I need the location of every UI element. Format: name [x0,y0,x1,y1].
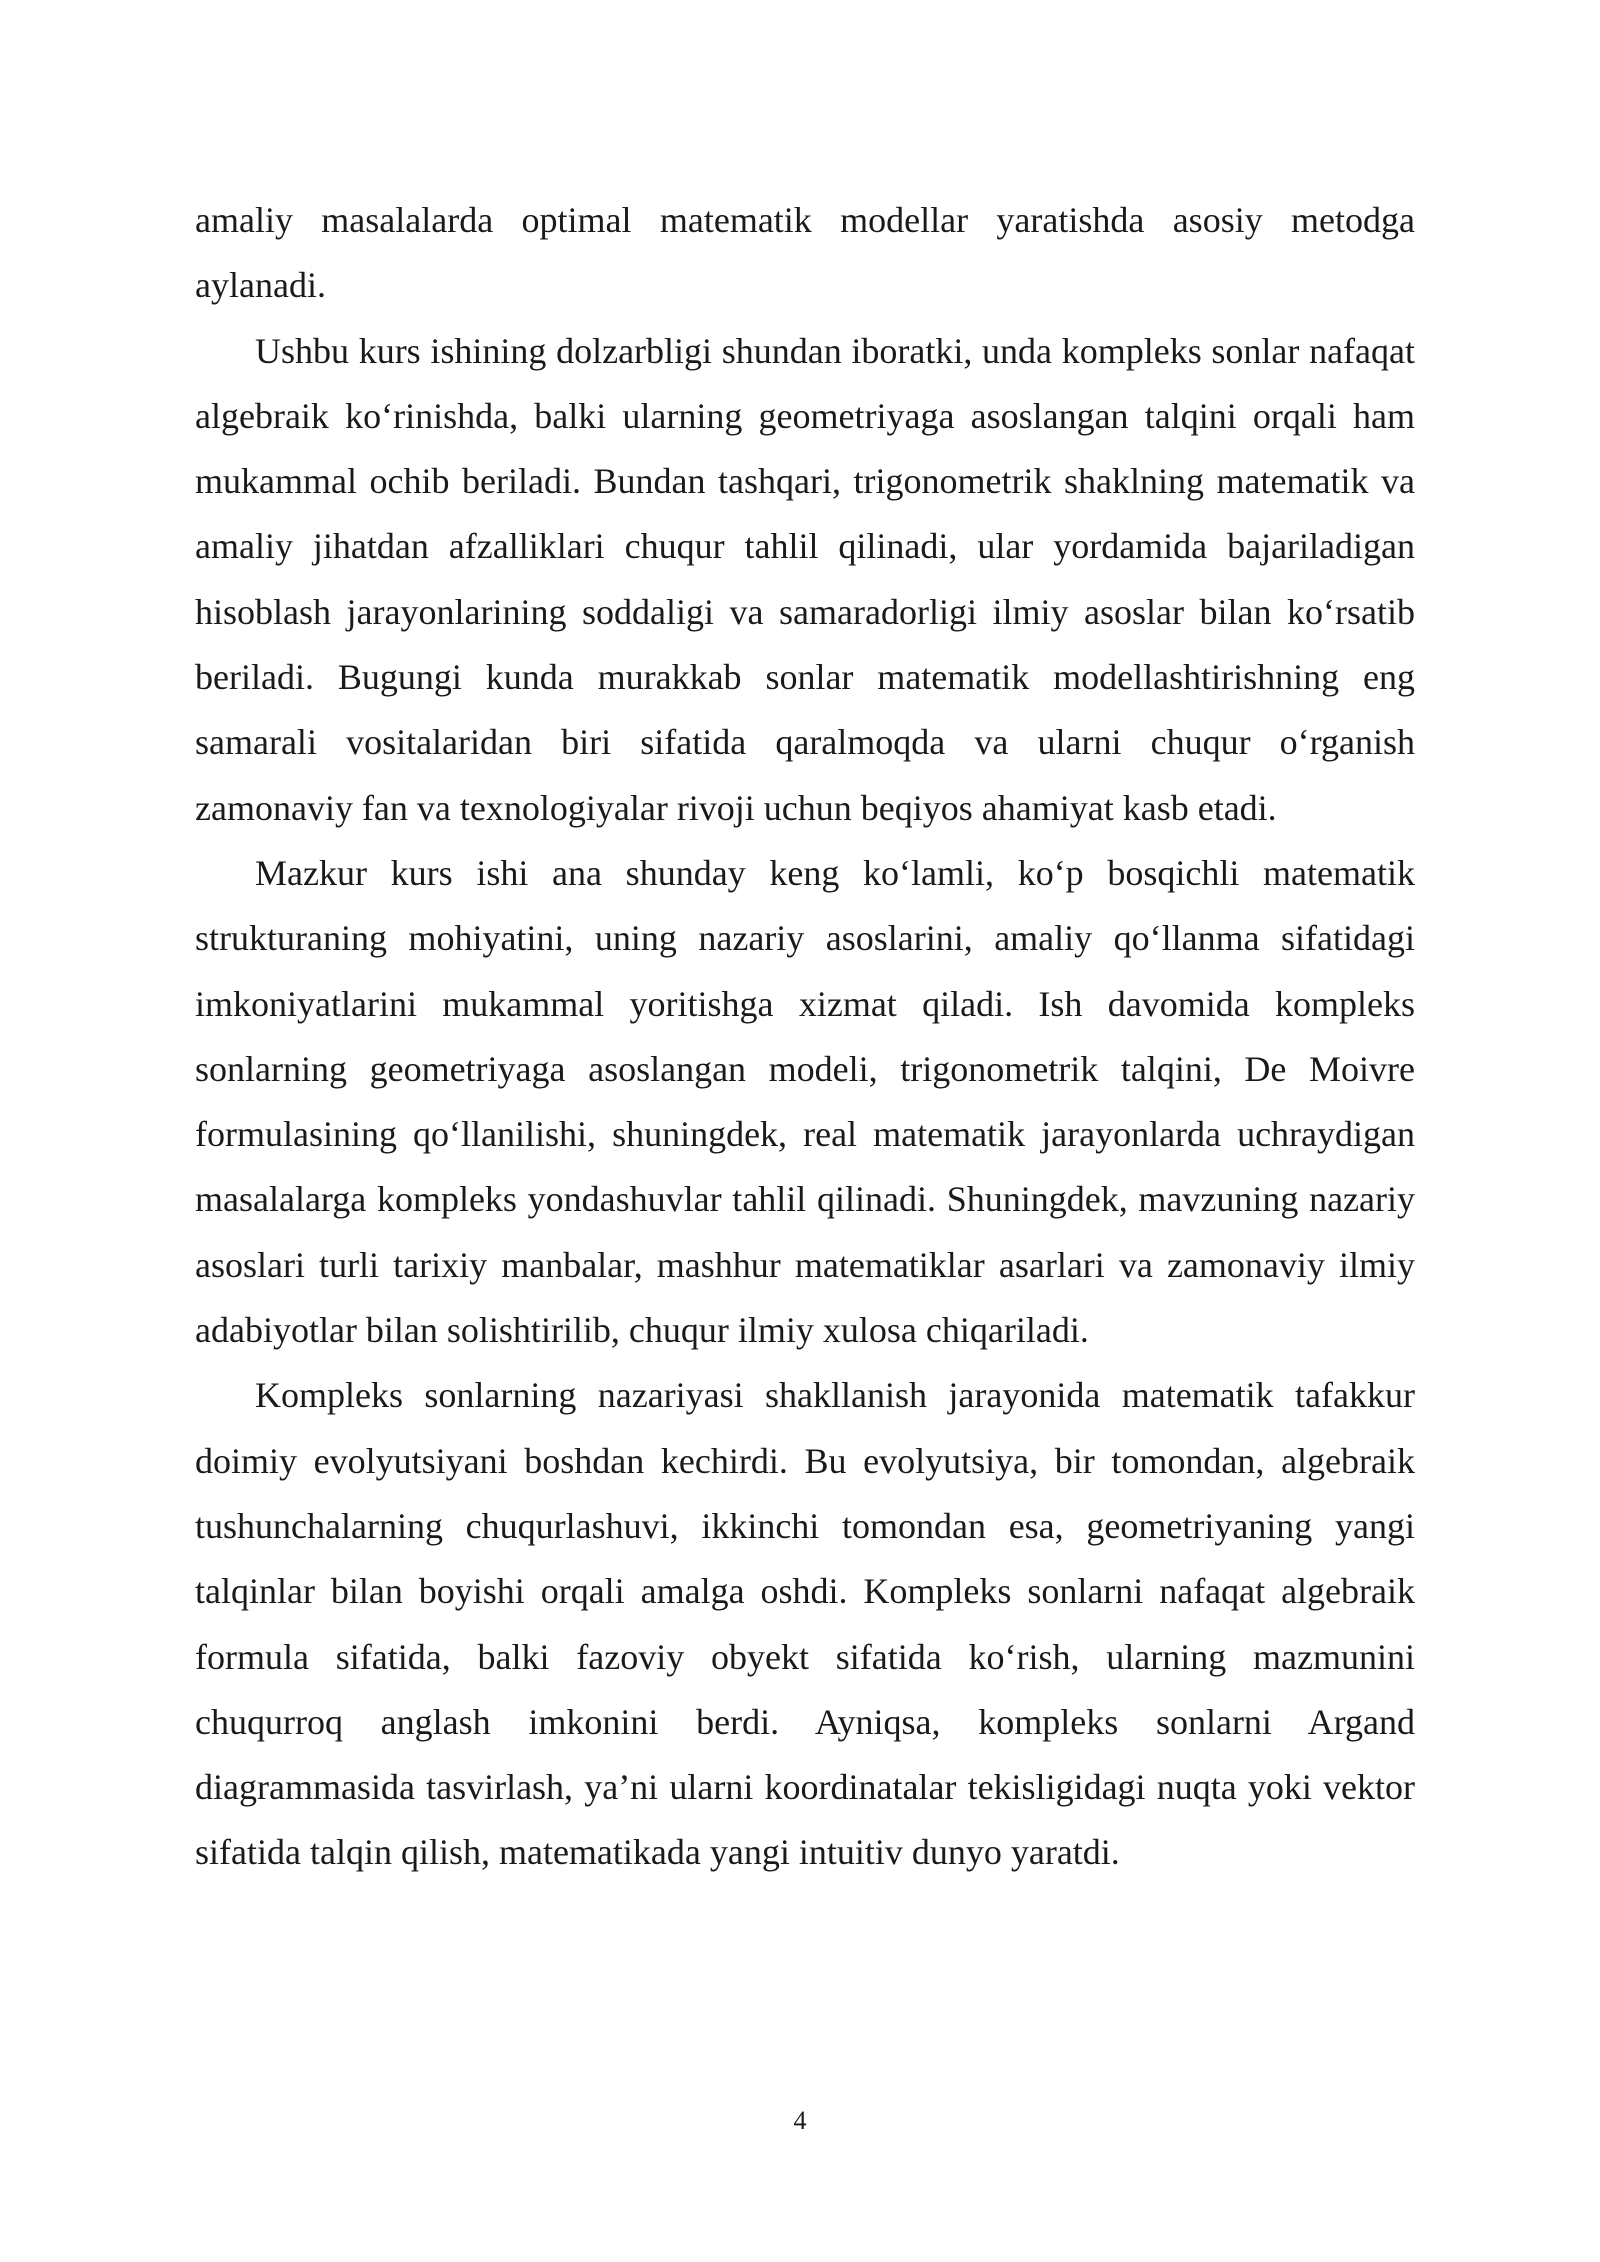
paragraph-3: Mazkur kurs ishi ana shunday keng ko‘lamli, ko‘p bosqichli matematik strukturaning mohiyatini, uning nazariy asoslarini, amaliy qo‘llanma sifatidagi imkoniyatlarini mukammal yoritishga xizmat qiladi. Ish davomida kompleks sonlarning geometriyaga asoslangan modeli, trigonometrik talqini, De Moivre formulasining qo‘llanilishi, shuningdek, real matematik jarayonlarda uchraydigan masalalarga kompleks yondashuvlar tahlil qilinadi. Shuningdek, mavzuning nazariy asoslari turli tarixiy manbalar, mashhur matematiklar asarlari va zamonaviy ilmiy adabiyotlar bilan solishtirilib, chuqur ilmiy xulosa chiqariladi. [195,852,1415,1351]
paragraph-2: Ushbu kurs ishining dolzarbligi shundan iboratki, unda kompleks sonlar nafaqat algebraik ko‘rinishda, balki ularning geometriyaga asoslangan talqini orqali ham mukammal ochib beriladi. Bundan tashqari, trigonometrik shaklning matematik va amaliy jihatdan afzalliklari chuqur tahlil qilinadi, ular yordamida bajariladigan hisoblash jarayonlarining soddaligi va samaradorligi ilmiy asoslar bilan ko‘rsatib beriladi. Bugungi kunda murakkab sonlar matematik modellashtirishning eng samarali vositalaridan biri sifatida qaralmoqda va ularni chuqur o‘rganish zamonaviy fan va texnologiyalar rivoji uchun beqiyos ahamiyat kasb etadi. [195,330,1415,828]
body-text [195,188,1415,1886]
paragraph-1: amaliy masalalarda optimal matematik modellar yaratishda asosiy metodga aylanadi. [195,200,1415,306]
page-number: 4 [793,2106,807,2135]
paragraph-4: Kompleks sonlarning nazariyasi shakllanish jarayonida matematik tafakkur doimiy evolyutsiyani boshdan kechirdi. Bu evolyutsiya, bir tomondan, algebraik tushunchalarning chuqurlashuvi, ikkinchi tomondan esa, geometriyaning yangi talqinlar bilan boyishi orqali amalga oshdi. Kompleks sonlarni nafaqat algebraik formula sifatida, balki fazoviy obyekt sifatida ko‘rish, ularning mazmunini chuqurroq anglash imkonini berdi. Ayniqsa, kompleks sonlarni Argand diagrammasida tasvirlash, ya’ni ularni koordinatalar tekisligidagi nuqta yoki vektor sifatida talqin qilish, matematikada yangi intuitiv dunyo yaratdi. [195,1375,1415,1873]
